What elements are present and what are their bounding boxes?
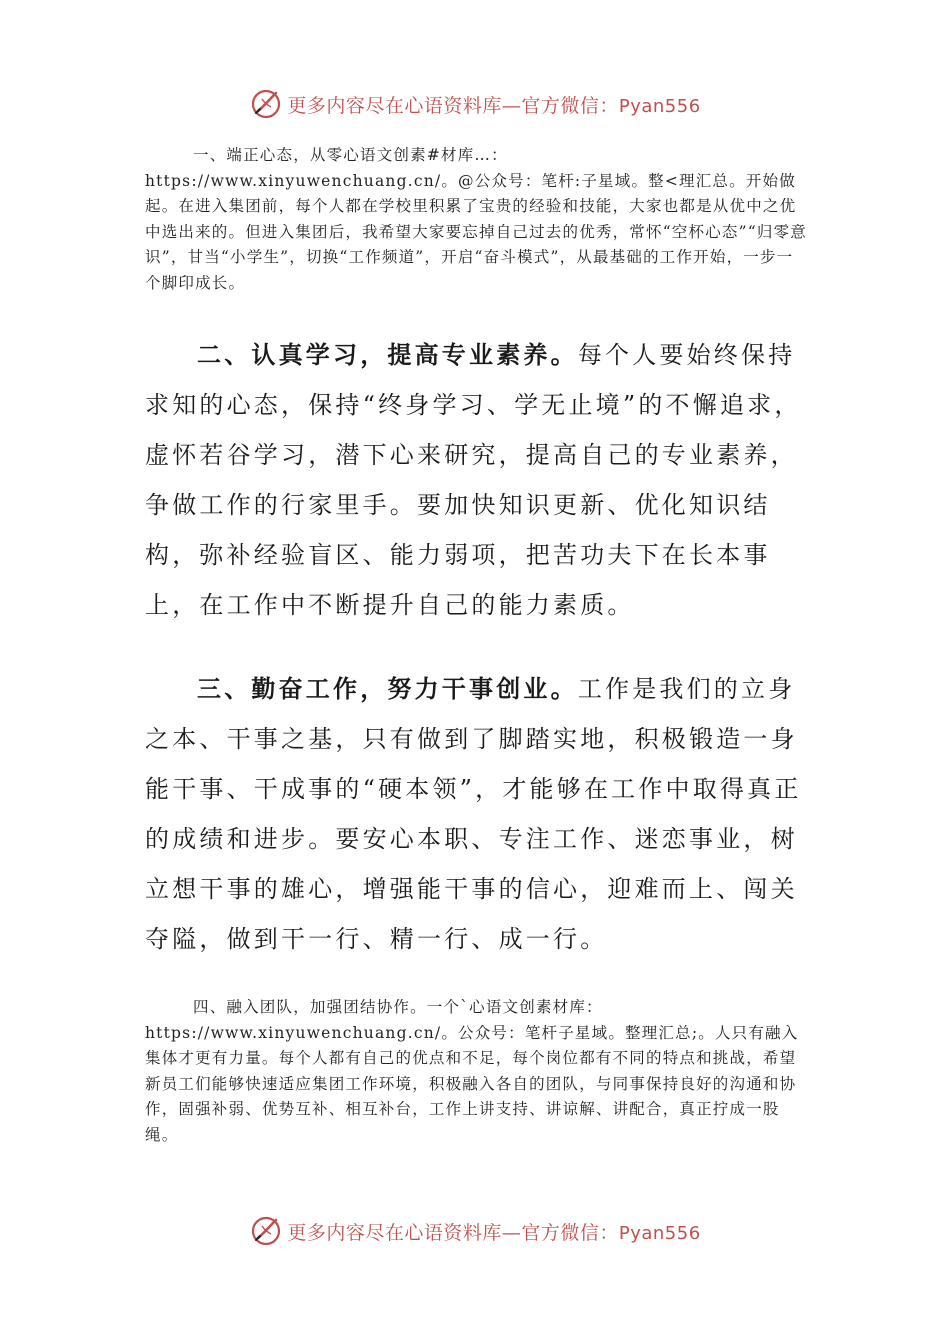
paragraph-1: 一、端正心态，从零心语文创素#材库…：https://www.xinyuwenchuang.cn/。@公众号：笔杆:子星域。整<理汇总。开始做起。在进入集团前，每个人都在学校里积累了宝贵的经验和技能，大家也都是从优中之优中选出来的。但进入集团后，我希望大家要忘掉自己过去的优秀，常怀“空杯心态”“归零意识”，甘当“小学生”，切换“工作频道”，开启“奋斗模式”，从最基础的工作开始，一步一个脚印成长。 [145,146,807,292]
paragraph-3-body: 工作是我们的立身之本、干事之基，只有做到了脚踏实地，积极锻造一身能干事、干成事的“硬本领”，才能够在工作中取得真正的成绩和进步。要安心本职、专注工作、迷恋事业，树立想干事的雄心，增强能干事的信心，迎难而上、闯关夺隘，做到干一行、精一行、成一行。 [145,675,802,953]
paragraph-2-body: 每个人要始终保持求知的心态，保持“终身学习、学无止境”的不懈追求，虚怀若谷学习，潜下心来研究，提高自己的专业素养，争做工作的行家里手。要加快知识更新、优化知识结构，弥补经验盲区、能力弱项，把苦功夫下在长本事上，在工作中不断提升自己的能力素质。 [145,341,802,619]
watermark-text: 更多内容尽在心语资料库—官方微信：Pyan556 [287,1221,701,1244]
watermark-header [0,84,950,124]
paragraph-3-heading: 三、勤奋工作，努力干事创业。 [197,675,578,703]
watermark-text: 更多内容尽在心语资料库—官方微信：Pyan556 [287,94,701,117]
paragraph-3 [145,664,805,964]
paragraph-2 [145,330,805,630]
watermark-footer [0,1211,950,1251]
pen-logo-icon [249,87,283,121]
paragraph-2-heading: 二、认真学习，提高专业素养。 [197,341,578,369]
pen-logo-icon [249,1214,283,1248]
paragraph-4: 四、融入团队，加强团结协作。一个`心语文创素材库：https://www.xinyuwenchuang.cn/。公众号：笔杆子星域。整理汇总;。人只有融入集体才更有力量。每个人都有自己的优点和不足，每个岗位都有不同的特点和挑战，希望新员工们能够快速适应集团工作环境，积极融入各自的团队，与同事保持良好的沟通和协作，固强补弱、优势互补、相互补台，工作上讲支持、讲谅解、讲配合，真正拧成一股绳。 [145,998,799,1144]
